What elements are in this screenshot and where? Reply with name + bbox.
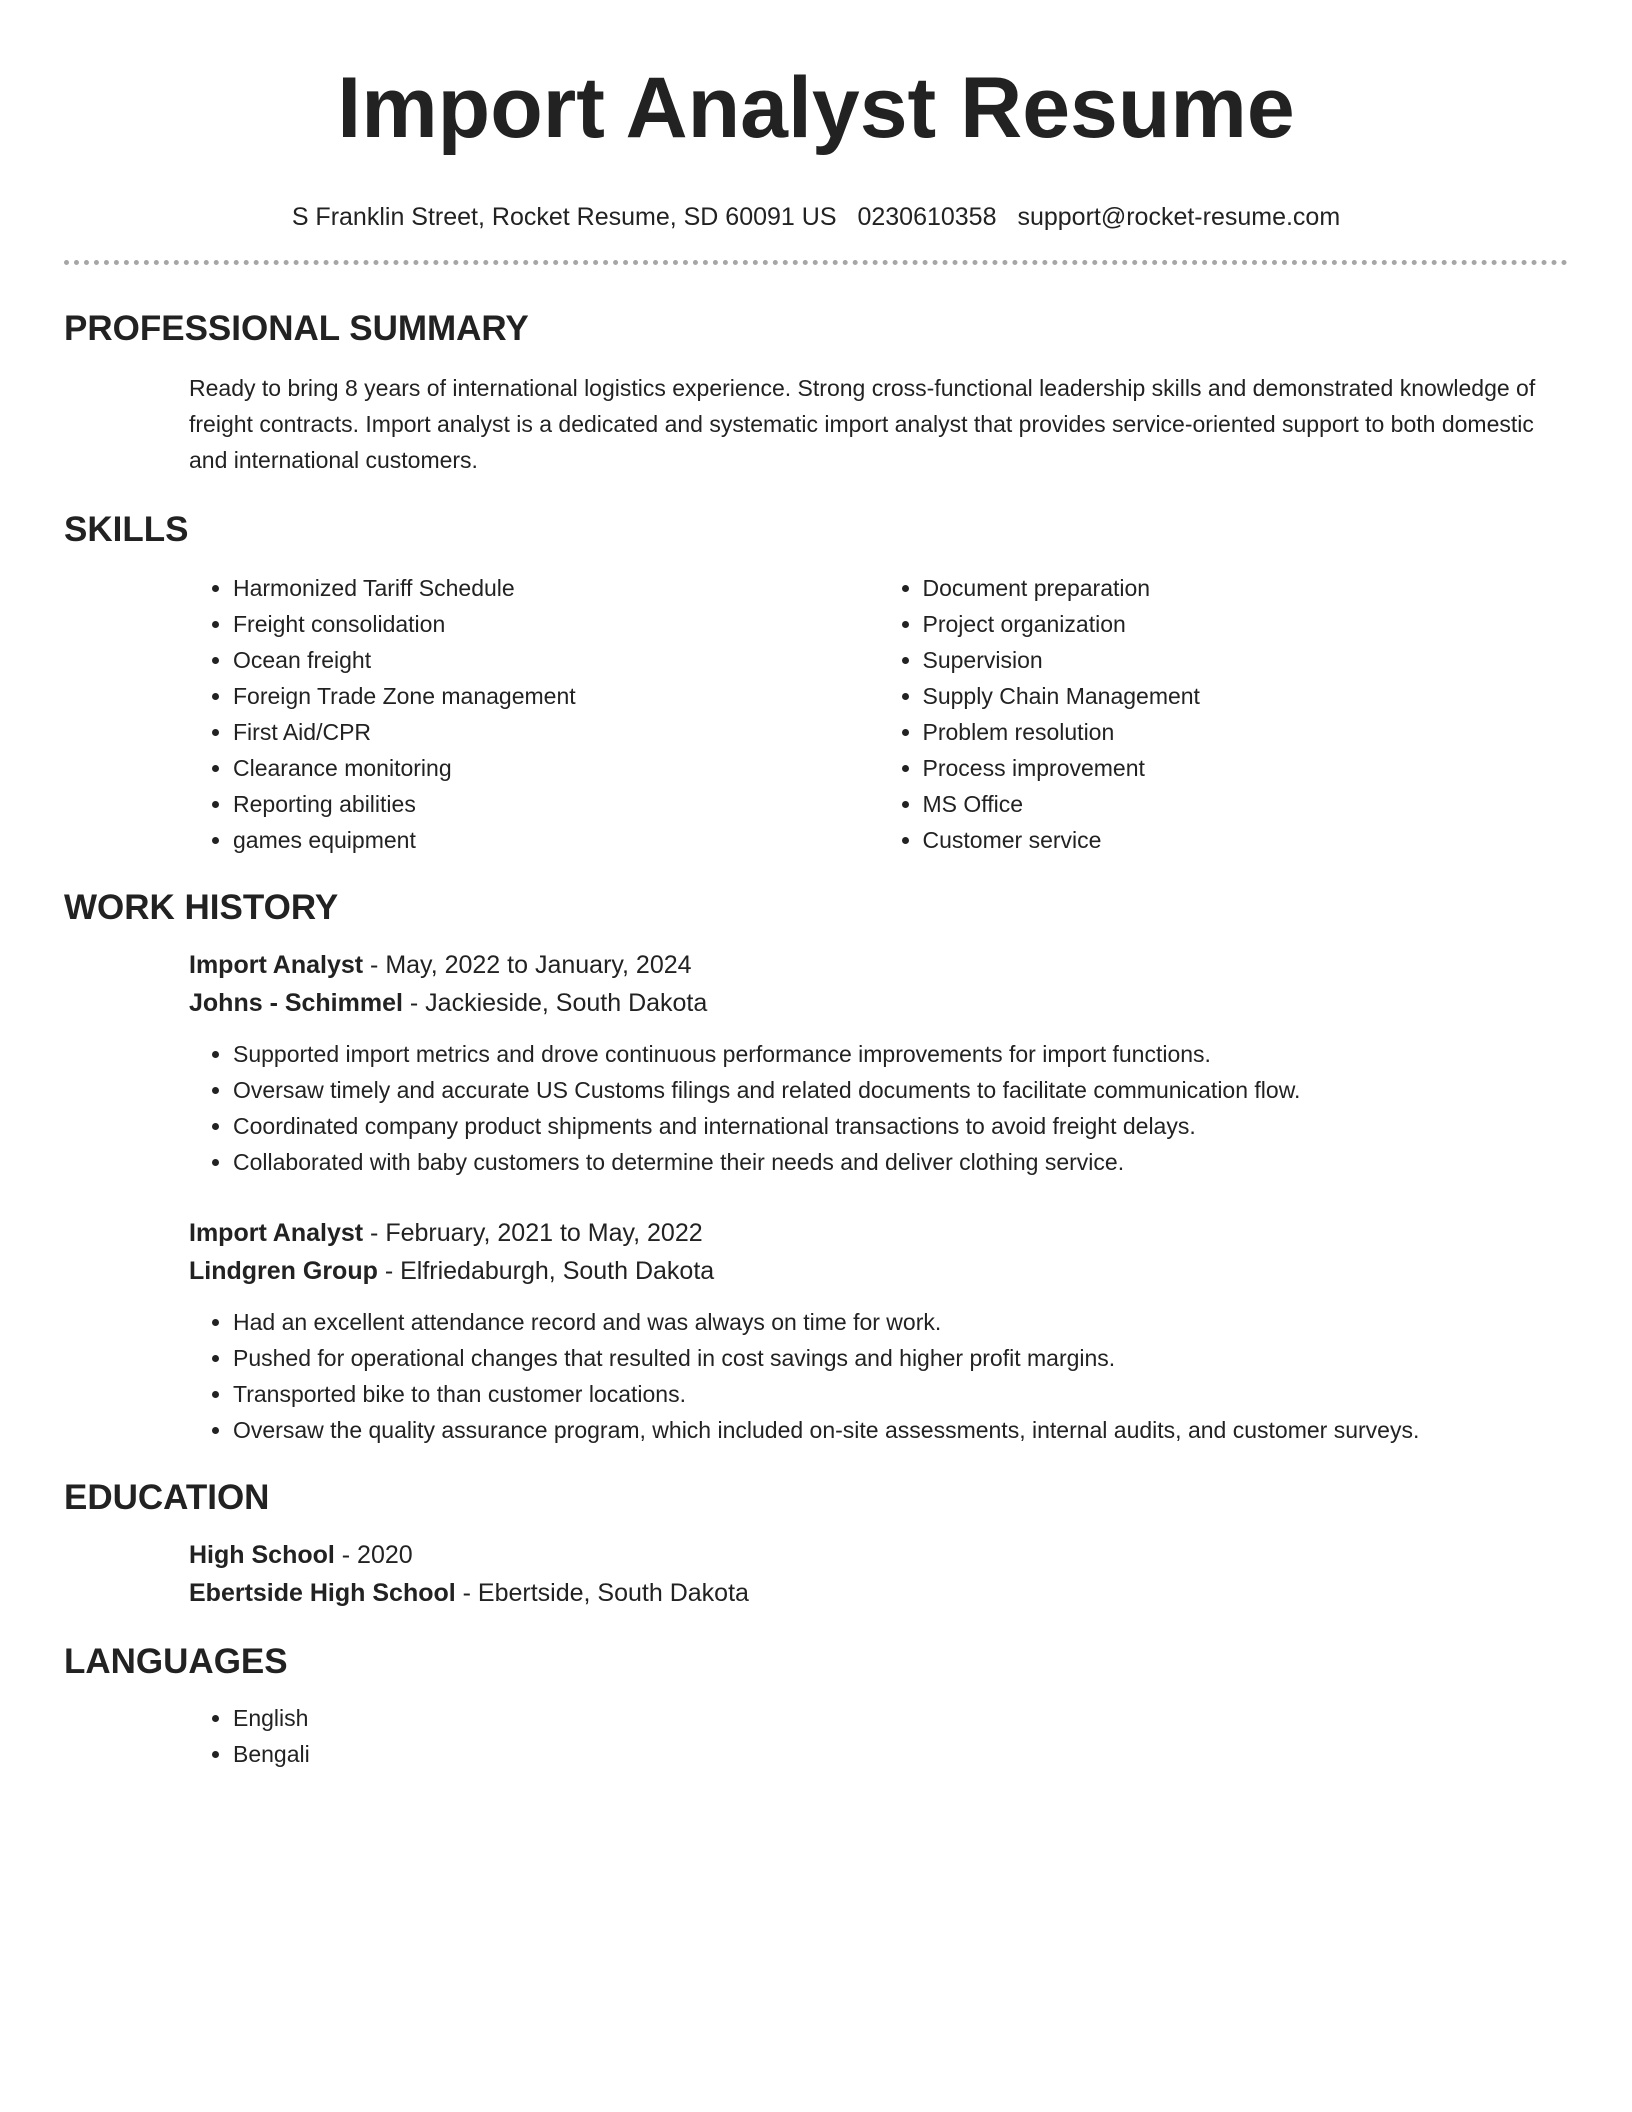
languages-list	[64, 1700, 1568, 1772]
job-bullet: • Oversaw timely and accurate US Customs filings and related documents to facilitate communication flow.	[233, 1072, 1568, 1108]
skill-item: • Foreign Trade Zone management	[233, 678, 879, 714]
job-bullet: • Had an excellent attendance record and was always on time for work.	[233, 1304, 1568, 1340]
job-bullet: • Pushed for operational changes that resulted in cost savings and higher profit margins.	[233, 1340, 1568, 1376]
education-degree: High School	[189, 1541, 335, 1569]
skill-item: • Clearance monitoring	[233, 750, 879, 786]
skill-item: • Process improvement	[923, 750, 1569, 786]
job-title-line	[189, 1214, 1568, 1252]
job-dates: - May, 2022 to January, 2024	[363, 951, 692, 979]
skill-item: • Ocean freight	[233, 642, 879, 678]
education-degree-line	[189, 1536, 1568, 1574]
contact-email: support@rocket-resume.com	[1017, 203, 1341, 231]
skill-item: • Supervision	[923, 642, 1569, 678]
job-company-line	[189, 1252, 1568, 1290]
contact-address: S Franklin Street, Rocket Resume, SD 60091 US	[291, 203, 837, 231]
education-school: Ebertside High School	[189, 1579, 456, 1607]
education-heading: EDUCATION	[64, 1478, 270, 1517]
skills-column-left	[189, 570, 879, 858]
job-bullet: • Coordinated company product shipments and international transactions to avoid freight delays.	[233, 1108, 1568, 1144]
job-entry	[64, 946, 1568, 1180]
skill-item: • Problem resolution	[923, 714, 1569, 750]
work-history-heading: WORK HISTORY	[64, 888, 339, 927]
skill-item: • Supply Chain Management	[923, 678, 1569, 714]
job-company: Lindgren Group	[189, 1257, 378, 1285]
education-year: - 2020	[334, 1541, 413, 1569]
job-title: Import Analyst	[189, 1219, 364, 1247]
job-bullet: • Oversaw the quality assurance program, which included on-site assessments, internal audits, and customer surveys.	[233, 1412, 1568, 1448]
job-location: - Jackieside, South Dakota	[402, 989, 708, 1017]
education-location: - Ebertside, South Dakota	[455, 1579, 749, 1607]
languages-bullets	[189, 1700, 1568, 1772]
education-entry	[64, 1536, 1568, 1612]
job-bullet: • Supported import metrics and drove continuous performance improvements for import functions.	[233, 1036, 1568, 1072]
skills-heading: SKILLS	[64, 510, 189, 549]
job-title-line	[189, 946, 1568, 984]
languages-heading: LANGUAGES	[64, 1642, 288, 1681]
summary-text: Ready to bring 8 years of international logistics experience. Strong cross-functional leadership skills and demonstrated knowledge of freight contracts. Import analyst is a dedicated and systematic import analyst that provides service-oriented support to both domestic and international customers.	[189, 375, 1536, 473]
language-item: • English	[233, 1700, 1568, 1736]
job-entry	[64, 1214, 1568, 1448]
skill-item: • games equipment	[233, 822, 879, 858]
skill-item: • Project organization	[923, 606, 1569, 642]
skills-list	[64, 570, 1568, 858]
job-bullet: • Collaborated with baby customers to determine their needs and deliver clothing service.	[233, 1144, 1568, 1180]
skill-item: • Customer service	[923, 822, 1569, 858]
contact-line	[64, 200, 1568, 234]
skill-item: • Document preparation	[923, 570, 1569, 606]
summary-heading: PROFESSIONAL SUMMARY	[64, 309, 529, 348]
job-company: Johns - Schimmel	[189, 989, 403, 1017]
skill-item: • MS Office	[923, 786, 1569, 822]
job-bullet: • Transported bike to than customer locations.	[233, 1376, 1568, 1412]
language-item: • Bengali	[233, 1736, 1568, 1772]
contact-phone: 0230610358	[857, 203, 997, 231]
skills-column-right	[879, 570, 1569, 858]
job-location: - Elfriedaburgh, South Dakota	[377, 1257, 715, 1285]
skill-item: • Freight consolidation	[233, 606, 879, 642]
job-title: Import Analyst	[189, 951, 364, 979]
education-school-line	[189, 1574, 1568, 1612]
skill-item: • Reporting abilities	[233, 786, 879, 822]
job-dates: - February, 2021 to May, 2022	[363, 1219, 703, 1247]
job-bullets	[189, 1304, 1568, 1448]
resume-title: Import Analyst Resume	[337, 60, 1295, 156]
header-divider	[64, 260, 1568, 265]
skill-item: • First Aid/CPR	[233, 714, 879, 750]
skill-item: • Harmonized Tariff Schedule	[233, 570, 879, 606]
job-bullets	[189, 1036, 1568, 1180]
job-company-line	[189, 984, 1568, 1022]
